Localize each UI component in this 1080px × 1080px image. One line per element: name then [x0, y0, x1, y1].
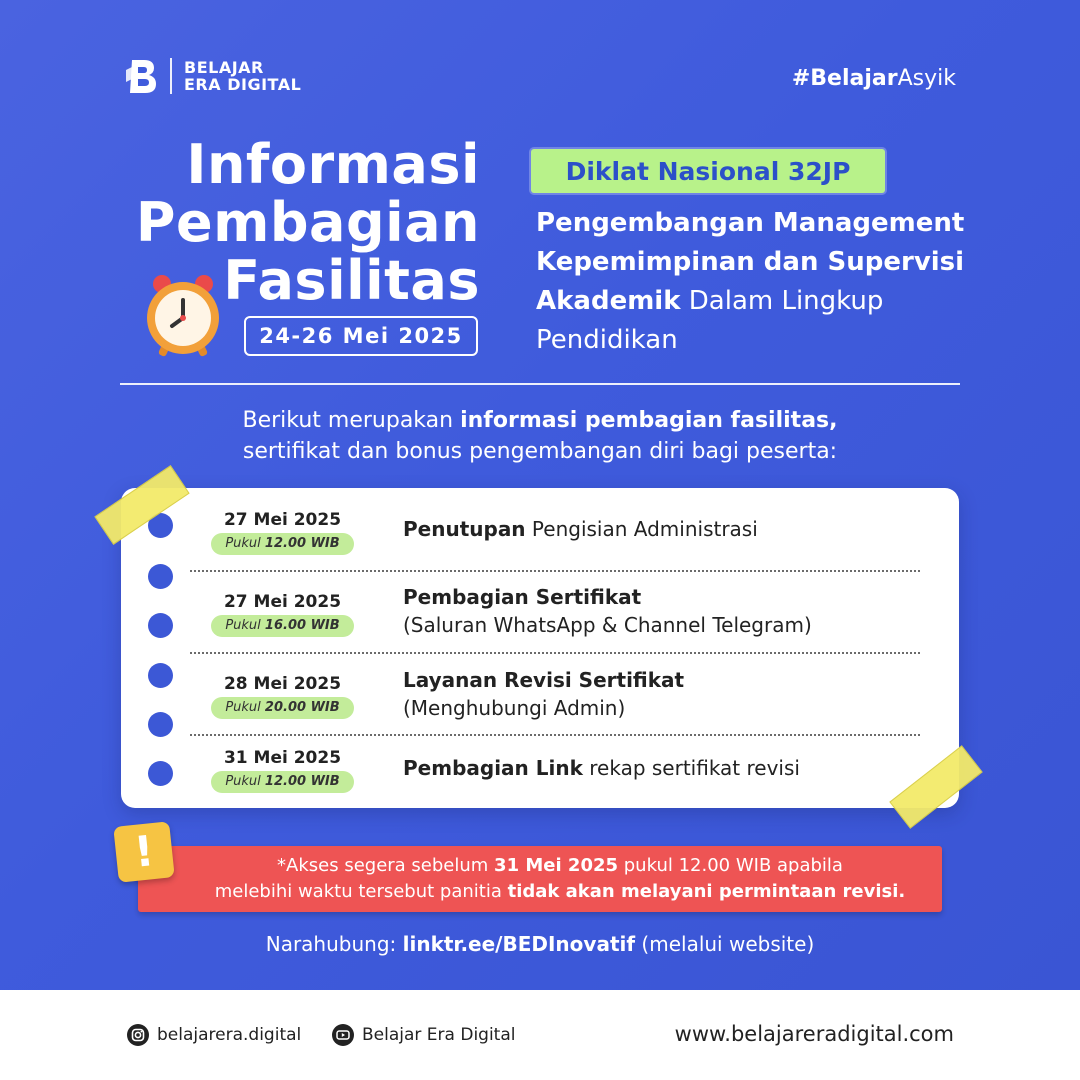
row-separator [190, 734, 920, 736]
warning-banner: *Akses segera sebelum 31 Mei 2025 pukul 12.00 WIB apabila melebihi waktu tersebut panitia tidak akan melayani permintaan revisi. [138, 846, 942, 912]
website-link[interactable]: www.belajareradigital.com [674, 1022, 954, 1046]
brand-logo-icon [126, 56, 158, 96]
course-subtitle: Pengembangan Management Kepemimpinan dan Supervisi Akademik Dalam Lingkup Pendidikan [536, 208, 965, 355]
schedule-time: Pukul 12.00 WIB [211, 533, 354, 555]
row-separator [190, 570, 920, 572]
youtube-link[interactable]: Belajar Era Digital [332, 1024, 515, 1046]
schedule-description: Pembagian Sertifikat (Saluran WhatsApp & Channel Telegram) [403, 585, 812, 637]
instagram-link[interactable]: belajarera.digital [127, 1024, 301, 1046]
schedule-date: 31 Mei 2025 [223, 748, 342, 768]
timeline-dot [148, 613, 173, 638]
schedule-row [190, 508, 920, 568]
contact-link[interactable]: linktr.ee/BEDInovatif [402, 932, 636, 956]
schedule-description: Pembagian Link rekap sertifikat revisi [403, 756, 800, 780]
schedule-date: 27 Mei 2025 [223, 510, 342, 530]
brand-separator [170, 58, 172, 94]
hashtag: #BelajarAsyik [791, 66, 956, 91]
schedule-description: Layanan Revisi Sertifikat (Menghubungi Admin) [403, 668, 685, 720]
page-title: Informasi Pembagian Fasilitas [135, 133, 480, 312]
brand[interactable] [126, 56, 301, 96]
event-date-range: 24-26 Mei 2025 [244, 316, 478, 356]
youtube-icon [332, 1024, 354, 1046]
timeline-dot [148, 761, 173, 786]
schedule-time: Pukul 12.00 WIB [211, 771, 354, 793]
schedule-row [190, 746, 920, 806]
timeline-dot [148, 712, 173, 737]
contact-info: Narahubung: linktr.ee/BEDInovatif (melalui website) [265, 932, 815, 956]
schedule-row [190, 666, 920, 726]
diklat-badge: Diklat Nasional 32JP [531, 149, 885, 193]
schedule-description: Penutupan Pengisian Administrasi [403, 517, 758, 541]
schedule-date: 27 Mei 2025 [223, 592, 342, 612]
timeline-dot [148, 564, 173, 589]
section-divider [120, 383, 960, 385]
row-separator [190, 652, 920, 654]
instagram-icon [127, 1024, 149, 1046]
alarm-clock-icon [138, 270, 228, 360]
schedule-time: Pukul 20.00 WIB [211, 697, 354, 719]
brand-name: BELAJAR ERA DIGITAL [184, 58, 302, 94]
schedule-date: 28 Mei 2025 [223, 674, 342, 694]
schedule-row [190, 584, 920, 644]
schedule-time: Pukul 16.00 WIB [211, 615, 354, 637]
exclamation-icon: ! [113, 821, 175, 883]
intro-text: Berikut merupakan informasi pembagian fasilitas, sertifikat dan bonus pengembangan diri bagi peserta: [242, 408, 838, 464]
timeline-dot [148, 663, 173, 688]
